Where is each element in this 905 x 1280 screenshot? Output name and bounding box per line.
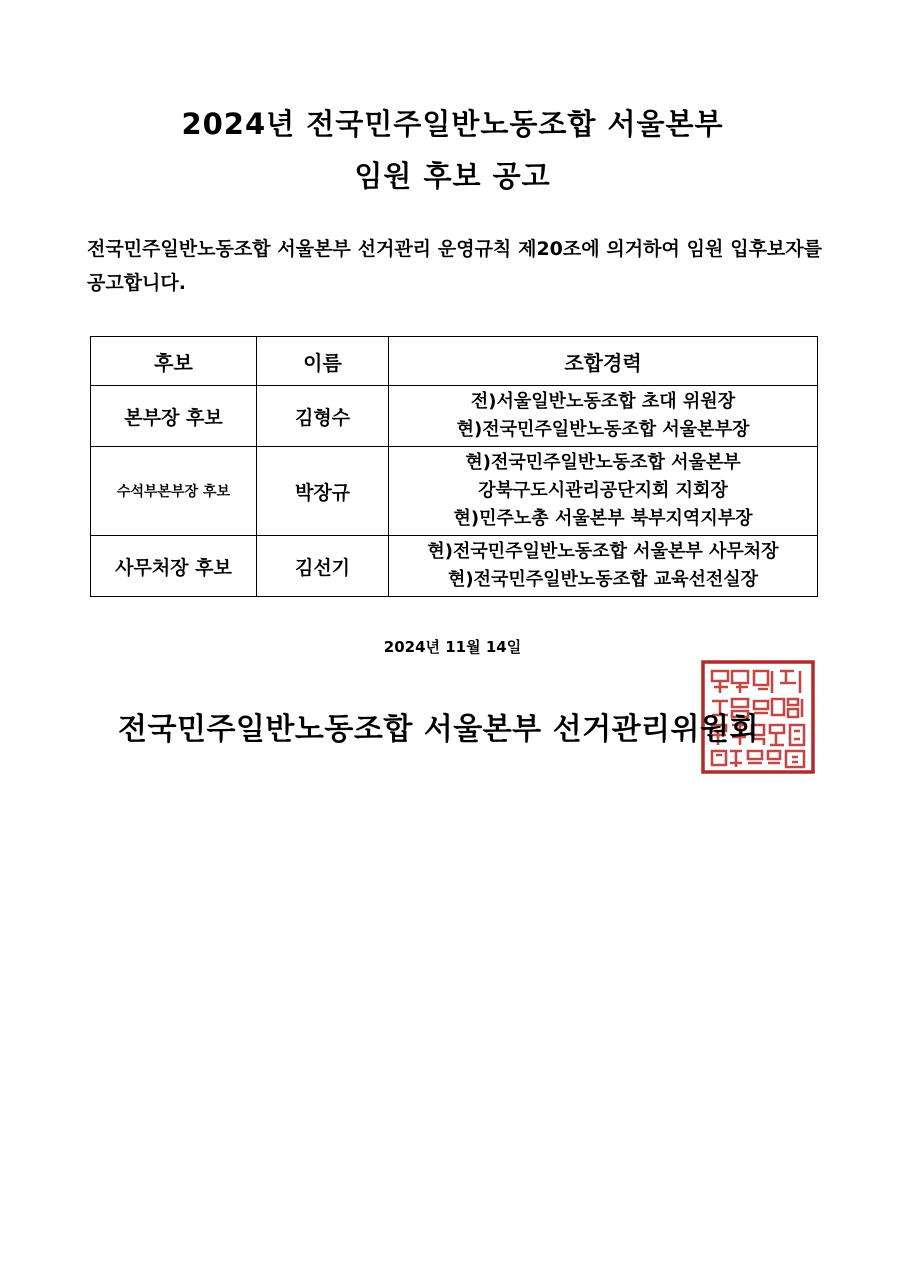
candidate-position: 본부장 후보 <box>91 386 257 447</box>
career-line: 현)전국민주일반노동조합 서울본부장 <box>456 419 750 440</box>
candidate-name: 김선기 <box>257 536 389 597</box>
notice-date: 2024년 11월 14일 <box>383 638 522 656</box>
organization-signature: 전국민주일반노동조합 서울본부 선거관리위원회 <box>118 712 759 747</box>
table-row <box>91 536 818 597</box>
table-header-row <box>91 337 818 386</box>
career-line: 현)전국민주일반노동조합 서울본부 사무처장 <box>427 541 779 562</box>
candidate-name: 김형수 <box>257 386 389 447</box>
career-line: 현)전국민주일반노동조합 서울본부 <box>465 452 741 473</box>
candidate-name: 박장규 <box>257 447 389 536</box>
career-line: 현)전국민주일반노동조합 교육선전실장 <box>447 569 759 590</box>
header-position: 후보 <box>91 337 257 386</box>
candidate-table <box>90 336 818 597</box>
career-line: 전)서울일반노동조합 초대 위원장 <box>470 391 736 412</box>
candidate-position: 사무처장 후보 <box>91 536 257 597</box>
candidate-position: 수석부본부장 후보 <box>91 447 257 536</box>
header-career: 조합경력 <box>389 337 818 386</box>
notice-title-line2: 임원 후보 공고 <box>354 159 551 193</box>
career-line: 강북구도시관리공단지회 지회장 <box>478 480 728 501</box>
career-line: 현)민주노총 서울본부 북부지역지부장 <box>453 508 753 529</box>
table-row <box>91 447 818 536</box>
candidate-career <box>389 536 818 597</box>
intro-paragraph: 전국민주일반노동조합 서울본부 선거관리 운영규칙 제20조에 의거하여 임원 입후보자를 공고합니다. <box>87 238 822 294</box>
table-row <box>91 386 818 447</box>
candidate-career <box>389 447 818 536</box>
notice-title-line1: 2024년 전국민주일반노동조합 서울본부 <box>181 107 724 141</box>
candidate-career <box>389 386 818 447</box>
header-name: 이름 <box>257 337 389 386</box>
